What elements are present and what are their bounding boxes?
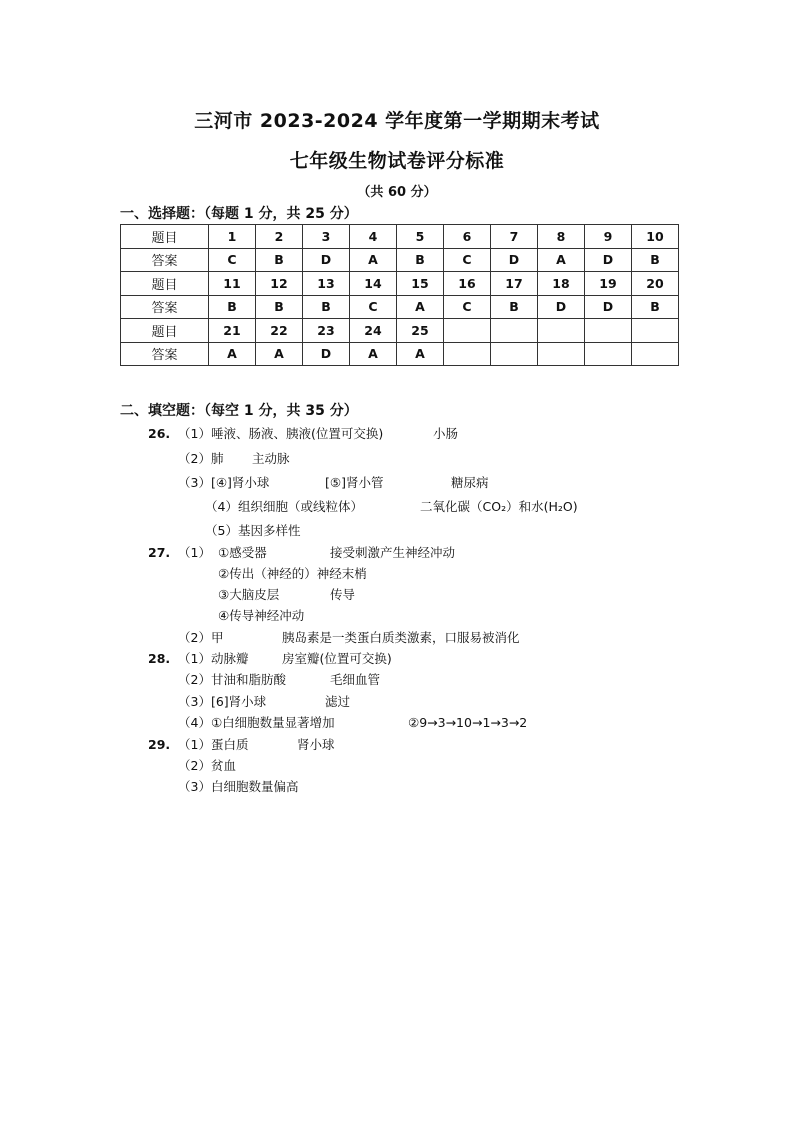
answer-text: 胰岛素是一类蛋白质类激素，口服易被消化 — [282, 630, 520, 645]
table-cell: A — [256, 342, 303, 366]
table-cell: 14 — [350, 272, 397, 296]
table-row — [121, 225, 679, 249]
answer-text: （1）唾液、肠液、胰液(位置可交换) — [178, 426, 384, 441]
total-score: （共 60 分） — [357, 185, 437, 200]
table-cell — [585, 319, 632, 343]
table-cell: 22 — [256, 319, 303, 343]
answer-text: 肾小球 — [297, 737, 335, 752]
row-label: 题目 — [121, 225, 209, 249]
table-cell — [538, 342, 585, 366]
answer-text: （2）甘油和脂肪酸 — [178, 672, 286, 687]
answer-text: ②传出（神经的）神经末梢 — [218, 566, 367, 581]
answer-text: （1） — [178, 545, 211, 560]
question-number: 26. — [148, 426, 171, 441]
question-number: 27. — [148, 545, 171, 560]
page-title: 三河市 2023-2024 学年度第一学期期末考试 — [194, 110, 600, 132]
table-row — [121, 319, 679, 343]
table-row — [121, 295, 679, 319]
row-label: 答案 — [121, 248, 209, 272]
answer-text: ④传导神经冲动 — [218, 608, 305, 623]
table-cell: 17 — [491, 272, 538, 296]
table-cell — [632, 319, 679, 343]
table-cell: B — [256, 295, 303, 319]
answer-text: ②9→3→10→1→3→2 — [408, 715, 528, 730]
table-cell: A — [397, 295, 444, 319]
table-cell: B — [632, 248, 679, 272]
table-cell: 3 — [303, 225, 350, 249]
answer-text: 小肠 — [433, 426, 459, 441]
table-cell: 23 — [303, 319, 350, 343]
table-cell: 18 — [538, 272, 585, 296]
row-label: 答案 — [121, 342, 209, 366]
row-label: 答案 — [121, 295, 209, 319]
table-cell: D — [538, 295, 585, 319]
table-cell: A — [350, 342, 397, 366]
table-cell: 11 — [209, 272, 256, 296]
table-cell: 24 — [350, 319, 397, 343]
answer-text: 传导 — [330, 587, 356, 602]
answer-text: （5）基因多样性 — [205, 523, 301, 538]
answer-text: （3）[6]肾小球 — [178, 694, 267, 709]
table-cell: A — [350, 248, 397, 272]
table-cell: 9 — [585, 225, 632, 249]
table-cell: D — [585, 295, 632, 319]
table-cell: 10 — [632, 225, 679, 249]
row-label: 题目 — [121, 319, 209, 343]
table-cell — [444, 319, 491, 343]
question-number: 29. — [148, 737, 171, 752]
answer-table — [120, 224, 679, 366]
table-cell: B — [491, 295, 538, 319]
table-cell: B — [209, 295, 256, 319]
table-cell — [491, 319, 538, 343]
table-cell: 12 — [256, 272, 303, 296]
answer-text: （4）组织细胞（或线粒体） — [205, 499, 363, 514]
answer-text: [⑤]肾小管 — [325, 475, 384, 490]
table-cell: 16 — [444, 272, 491, 296]
answer-text: （2）贫血 — [178, 758, 236, 773]
answer-text: 房室瓣(位置可交换) — [282, 651, 392, 666]
answer-text: 糖尿病 — [451, 475, 489, 490]
answer-text: （2）肺 — [178, 451, 224, 466]
table-cell: B — [303, 295, 350, 319]
table-cell — [538, 319, 585, 343]
table-cell: C — [444, 295, 491, 319]
table-cell: 4 — [350, 225, 397, 249]
table-cell: 1 — [209, 225, 256, 249]
table-cell: A — [209, 342, 256, 366]
answer-text: （4）①白细胞数量显著增加 — [178, 715, 335, 730]
page-subtitle: 七年级生物试卷评分标准 — [289, 150, 505, 172]
table-cell: A — [397, 342, 444, 366]
answer-text: 毛细血管 — [330, 672, 381, 687]
answer-text: （3）[④]肾小球 — [178, 475, 270, 490]
table-row — [121, 342, 679, 366]
table-row — [121, 248, 679, 272]
table-cell: A — [538, 248, 585, 272]
answer-text: 二氧化碳（CO₂）和水(H₂O) — [420, 499, 578, 514]
table-cell: B — [397, 248, 444, 272]
table-cell — [444, 342, 491, 366]
table-cell: C — [350, 295, 397, 319]
table-cell — [491, 342, 538, 366]
answer-text: ①感受器 — [218, 545, 267, 560]
answer-text: （1）动脉瓣 — [178, 651, 249, 666]
table-cell: 25 — [397, 319, 444, 343]
table-cell: D — [303, 342, 350, 366]
table-cell — [632, 342, 679, 366]
table-cell: 6 — [444, 225, 491, 249]
section1-heading: 一、选择题：（每题 1 分，共 25 分） — [120, 206, 358, 222]
answer-text: （3）白细胞数量偏高 — [178, 779, 299, 794]
table-cell: 2 — [256, 225, 303, 249]
table-cell: 19 — [585, 272, 632, 296]
answer-text: （2）甲 — [178, 630, 224, 645]
answer-text: 主动脉 — [252, 451, 290, 466]
answer-text: 滤过 — [325, 694, 351, 709]
table-cell — [585, 342, 632, 366]
table-cell: C — [209, 248, 256, 272]
table-cell: D — [491, 248, 538, 272]
table-cell: 15 — [397, 272, 444, 296]
row-label: 题目 — [121, 272, 209, 296]
table-cell: 7 — [491, 225, 538, 249]
table-row — [121, 272, 679, 296]
question-number: 28. — [148, 651, 171, 666]
answer-text: （1）蛋白质 — [178, 737, 249, 752]
table-cell: B — [256, 248, 303, 272]
section2-heading: 二、填空题：（每空 1 分，共 35 分） — [120, 403, 358, 419]
table-cell: D — [303, 248, 350, 272]
answer-text: ③大脑皮层 — [218, 587, 280, 602]
table-cell: D — [585, 248, 632, 272]
table-cell: 21 — [209, 319, 256, 343]
table-cell: B — [632, 295, 679, 319]
table-cell: 8 — [538, 225, 585, 249]
answer-text: 接受刺激产生神经冲动 — [330, 545, 456, 560]
table-cell: 13 — [303, 272, 350, 296]
table-cell: 20 — [632, 272, 679, 296]
table-cell: 5 — [397, 225, 444, 249]
table-cell: C — [444, 248, 491, 272]
